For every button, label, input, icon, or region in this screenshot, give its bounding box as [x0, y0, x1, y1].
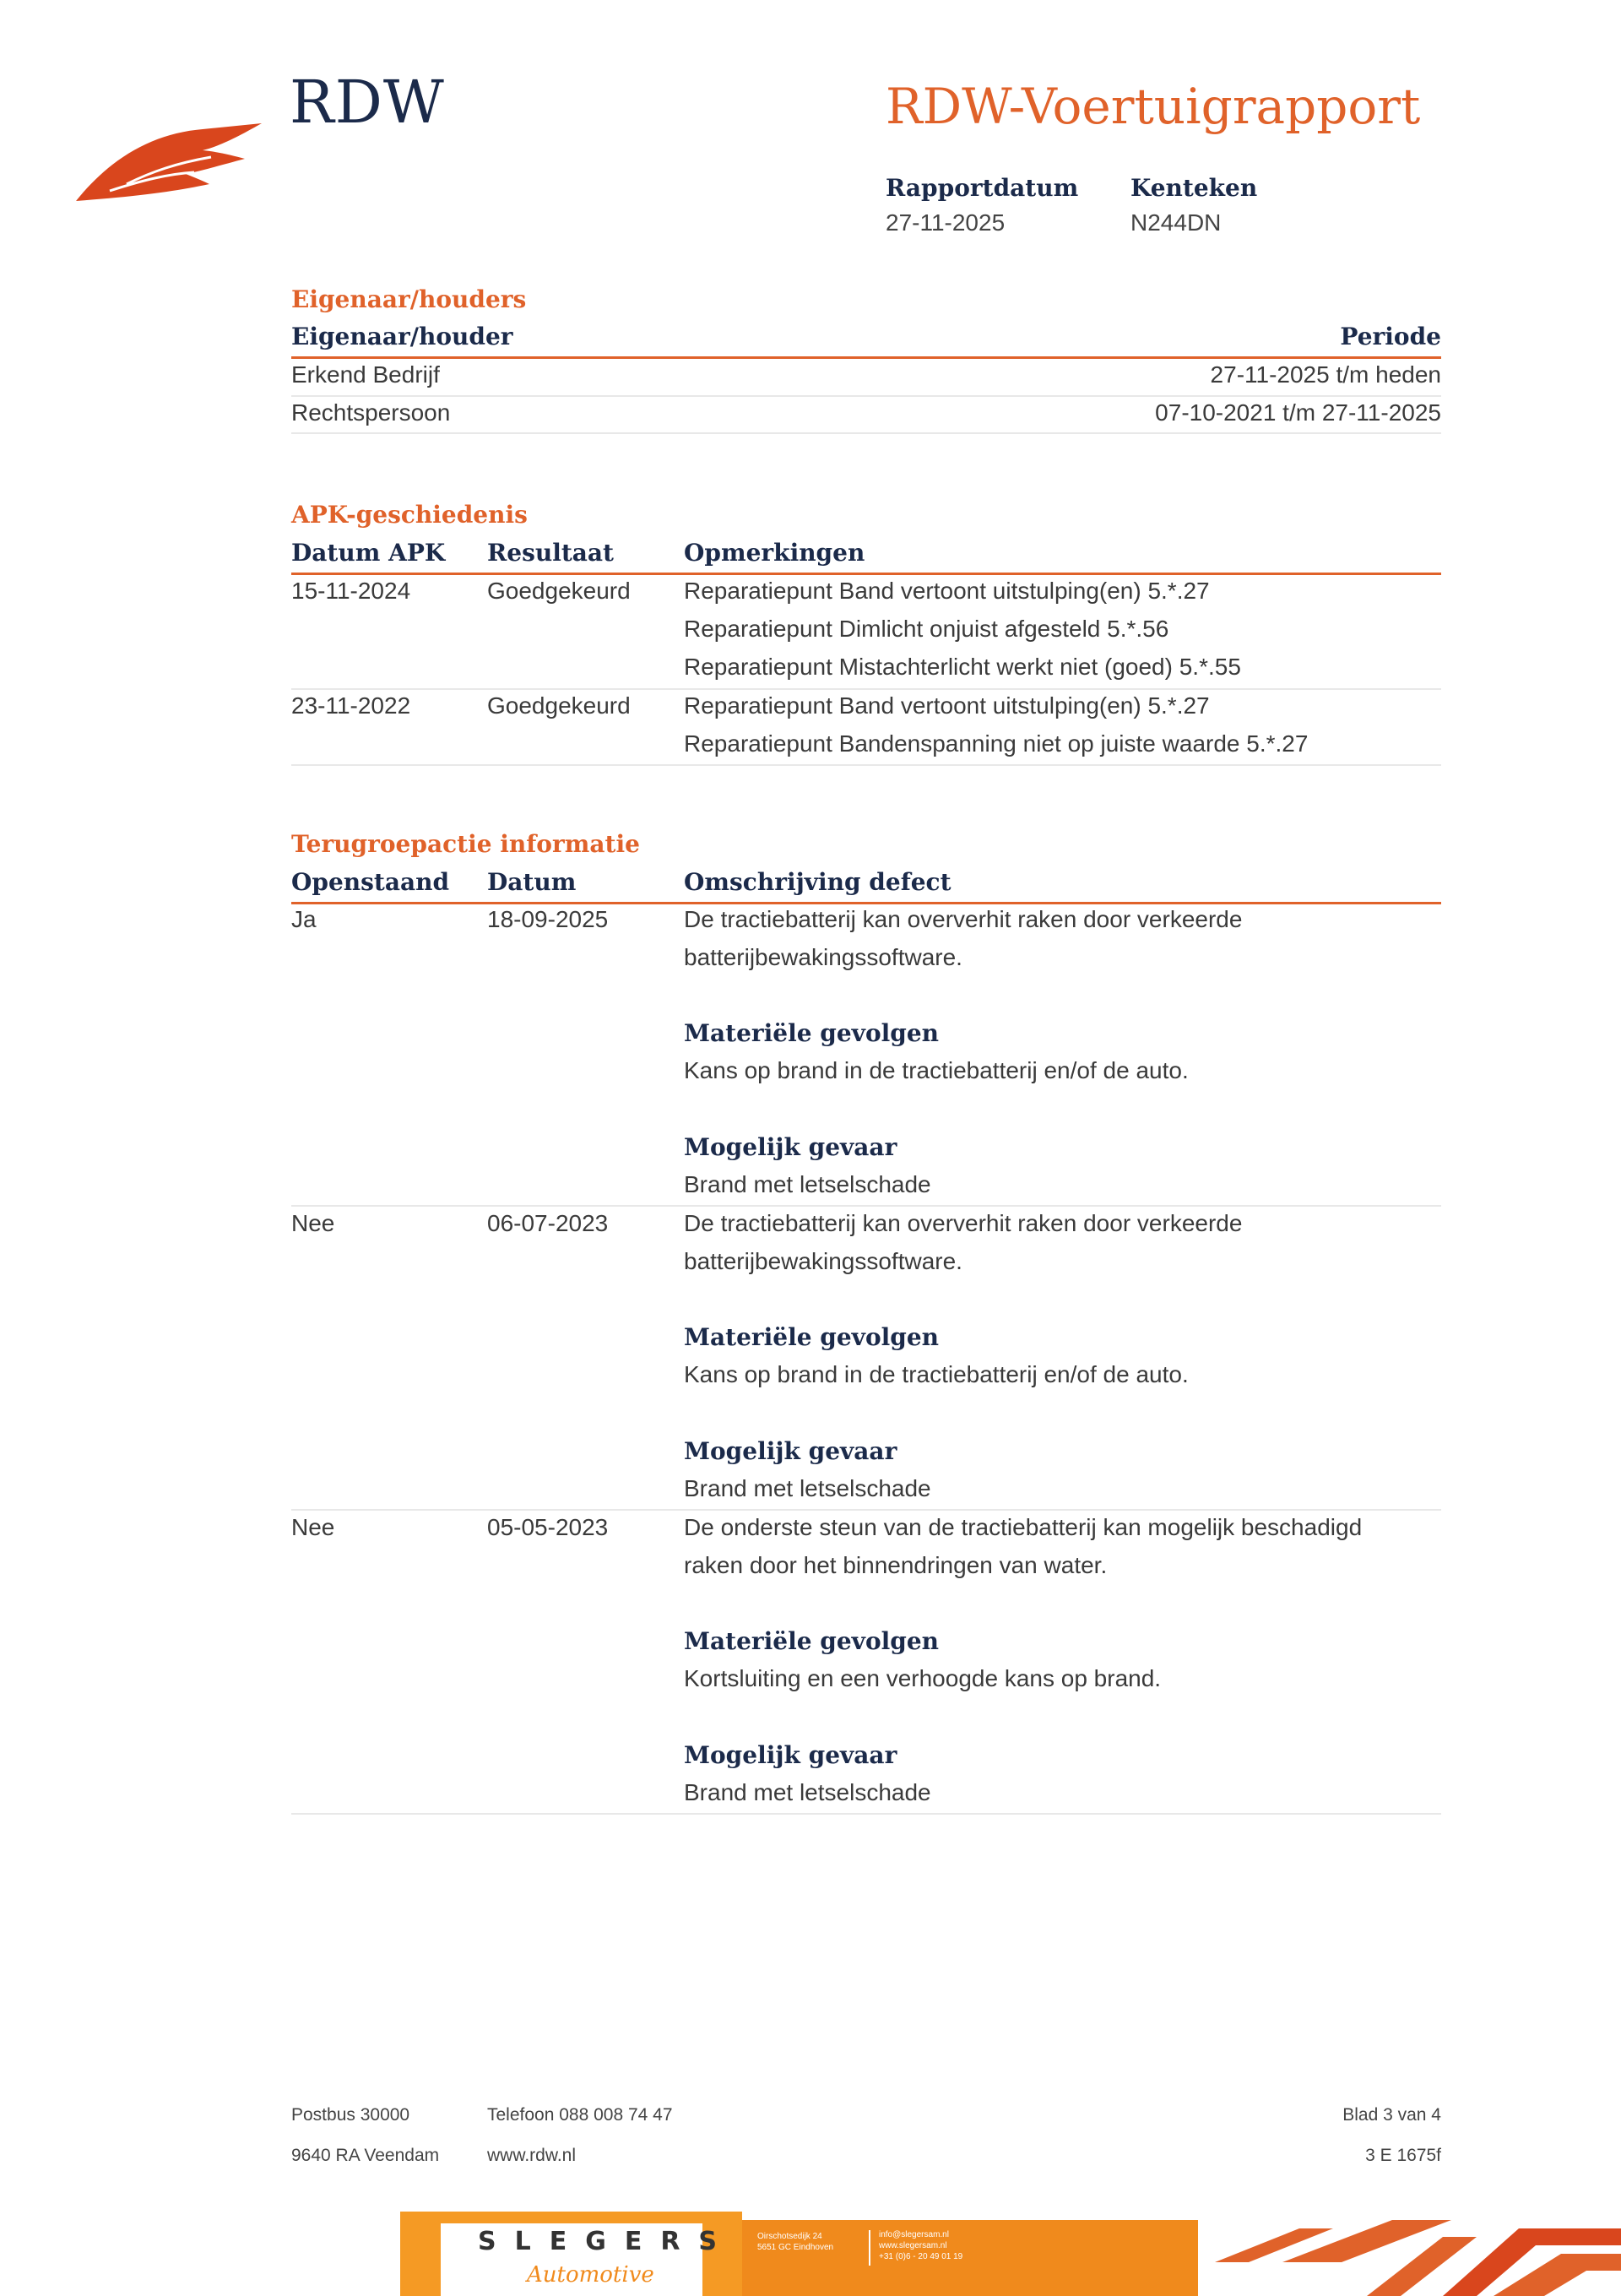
period-cell: 07-10-2021 t/m 27-11-2025 — [1155, 399, 1441, 426]
material-consequences-text: Kans op brand in de tractiebatterij en/of de auto. — [684, 1057, 1189, 1083]
plate-label: Kenteken — [1130, 174, 1258, 202]
apk-date-cell: 15-11-2024 — [291, 578, 411, 604]
plate-value: N244DN — [1130, 209, 1222, 236]
recall-date-cell: 06-07-2023 — [487, 1210, 609, 1236]
row-divider — [291, 688, 1441, 690]
page-title: RDW-Voertuigrapport — [886, 78, 1421, 135]
row-divider — [291, 764, 1441, 766]
recall-col-open: Openstaand — [291, 868, 450, 896]
possible-danger-text: Brand met letselschade — [684, 1475, 931, 1501]
apk-header-rule — [291, 573, 1441, 575]
apk-col-date: Datum APK — [291, 539, 446, 567]
dealer-contact-box — [742, 2220, 1198, 2296]
dealer-mail[interactable]: info@slegersam.nl — [879, 2230, 949, 2239]
dealer-subbrand: Automotive — [527, 2262, 654, 2288]
recall-desc: De tractiebatterij kan oververhit raken door verkeerde — [684, 1210, 1243, 1236]
apk-remark: Reparatiepunt Band vertoont uitstulping(en) 5.*.27 — [684, 578, 1210, 604]
owner-cell: Rechtspersoon — [291, 399, 451, 426]
recall-desc: De tractiebatterij kan oververhit raken door verkeerde — [684, 906, 1243, 932]
possible-danger-text: Brand met letselschade — [684, 1779, 931, 1805]
row-divider — [291, 1205, 1441, 1207]
row-divider — [291, 432, 1441, 434]
owner-cell: Erkend Bedrijf — [291, 361, 440, 388]
material-consequences-text: Kortsluiting en een verhoogde kans op brand. — [684, 1665, 1162, 1691]
dealer-banner — [400, 2212, 1621, 2296]
material-consequences-label: Materiële gevolgen — [684, 1019, 940, 1047]
row-divider — [291, 1813, 1441, 1815]
apk-remark: Reparatiepunt Band vertoont uitstulping(en) 5.*.27 — [684, 692, 1210, 719]
material-consequences-text: Kans op brand in de tractiebatterij en/of de auto. — [684, 1361, 1189, 1387]
apk-result-cell: Goedgekeurd — [487, 578, 631, 604]
recall-open-cell: Ja — [291, 906, 317, 932]
dealer-phone: +31 (0)6 - 20 49 01 19 — [879, 2252, 963, 2261]
recall-desc: batterijbewakingssoftware. — [684, 944, 962, 970]
recall-open-cell: Nee — [291, 1210, 335, 1236]
rdw-logo-text: RDW — [290, 68, 445, 137]
recall-date-cell: 05-05-2023 — [487, 1514, 609, 1540]
owners-col-period: Periode — [1340, 323, 1441, 350]
dealer-brand: SLEGERS — [478, 2227, 736, 2256]
report-date-label: Rapportdatum — [886, 174, 1079, 202]
footer-web-link[interactable]: www.rdw.nl — [487, 2146, 577, 2165]
footer-phone: Telefoon 088 008 74 47 — [487, 2105, 673, 2125]
row-divider — [291, 395, 1441, 397]
dealer-contact-divider — [869, 2230, 870, 2266]
footer-doc-code: 3 E 1675f — [1365, 2146, 1441, 2165]
dealer-web[interactable]: www.slegersam.nl — [879, 2241, 947, 2250]
apk-remark: Reparatiepunt Dimlicht onjuist afgesteld 5.*.56 — [684, 616, 1169, 642]
row-divider — [291, 1509, 1441, 1511]
period-cell: 27-11-2025 t/m heden — [1210, 361, 1441, 388]
footer-city: 9640 RA Veendam — [291, 2146, 440, 2165]
apk-date-cell: 23-11-2022 — [291, 692, 411, 719]
dealer-address-2: 5651 GC Eindhoven — [757, 2243, 834, 2252]
possible-danger-label: Mogelijk gevaar — [684, 1741, 897, 1769]
recall-col-date: Datum — [487, 868, 577, 896]
recall-date-cell: 18-09-2025 — [487, 906, 609, 932]
possible-danger-text: Brand met letselschade — [684, 1171, 931, 1197]
rdw-logo-icon — [76, 100, 262, 205]
recall-header-rule — [291, 902, 1441, 904]
report-date-value: 27-11-2025 — [886, 209, 1006, 236]
banner-stripes-graphic — [1198, 2212, 1621, 2296]
owners-col-owner: Eigenaar/houder — [291, 323, 513, 350]
recall-desc: De onderste steun van de tractiebatterij kan mogelijk beschadigd — [684, 1514, 1363, 1540]
recall-desc: batterijbewakingssoftware. — [684, 1248, 962, 1274]
footer-page-number: Blad 3 van 4 — [1342, 2105, 1441, 2125]
recall-desc: raken door het binnendringen van water. — [684, 1552, 1108, 1578]
apk-remark: Reparatiepunt Mistachterlicht werkt niet (goed) 5.*.55 — [684, 654, 1241, 680]
apk-result-cell: Goedgekeurd — [487, 692, 631, 719]
recall-open-cell: Nee — [291, 1514, 335, 1540]
apk-col-remarks: Opmerkingen — [684, 539, 865, 567]
possible-danger-label: Mogelijk gevaar — [684, 1133, 897, 1161]
recall-col-desc: Omschrijving defect — [684, 868, 951, 896]
recall-section-title: Terugroepactie informatie — [291, 830, 640, 858]
owners-header-rule — [291, 356, 1441, 359]
apk-col-result: Resultaat — [487, 539, 614, 567]
material-consequences-label: Materiële gevolgen — [684, 1627, 940, 1655]
apk-remark: Reparatiepunt Bandenspanning niet op juiste waarde 5.*.27 — [684, 730, 1309, 757]
apk-section-title: APK-geschiedenis — [291, 501, 528, 529]
possible-danger-label: Mogelijk gevaar — [684, 1437, 897, 1465]
owners-section-title: Eigenaar/houders — [291, 285, 527, 313]
footer-postbus: Postbus 30000 — [291, 2105, 410, 2125]
dealer-address-1: Oirschotsedijk 24 — [757, 2232, 822, 2241]
material-consequences-label: Materiële gevolgen — [684, 1323, 940, 1351]
